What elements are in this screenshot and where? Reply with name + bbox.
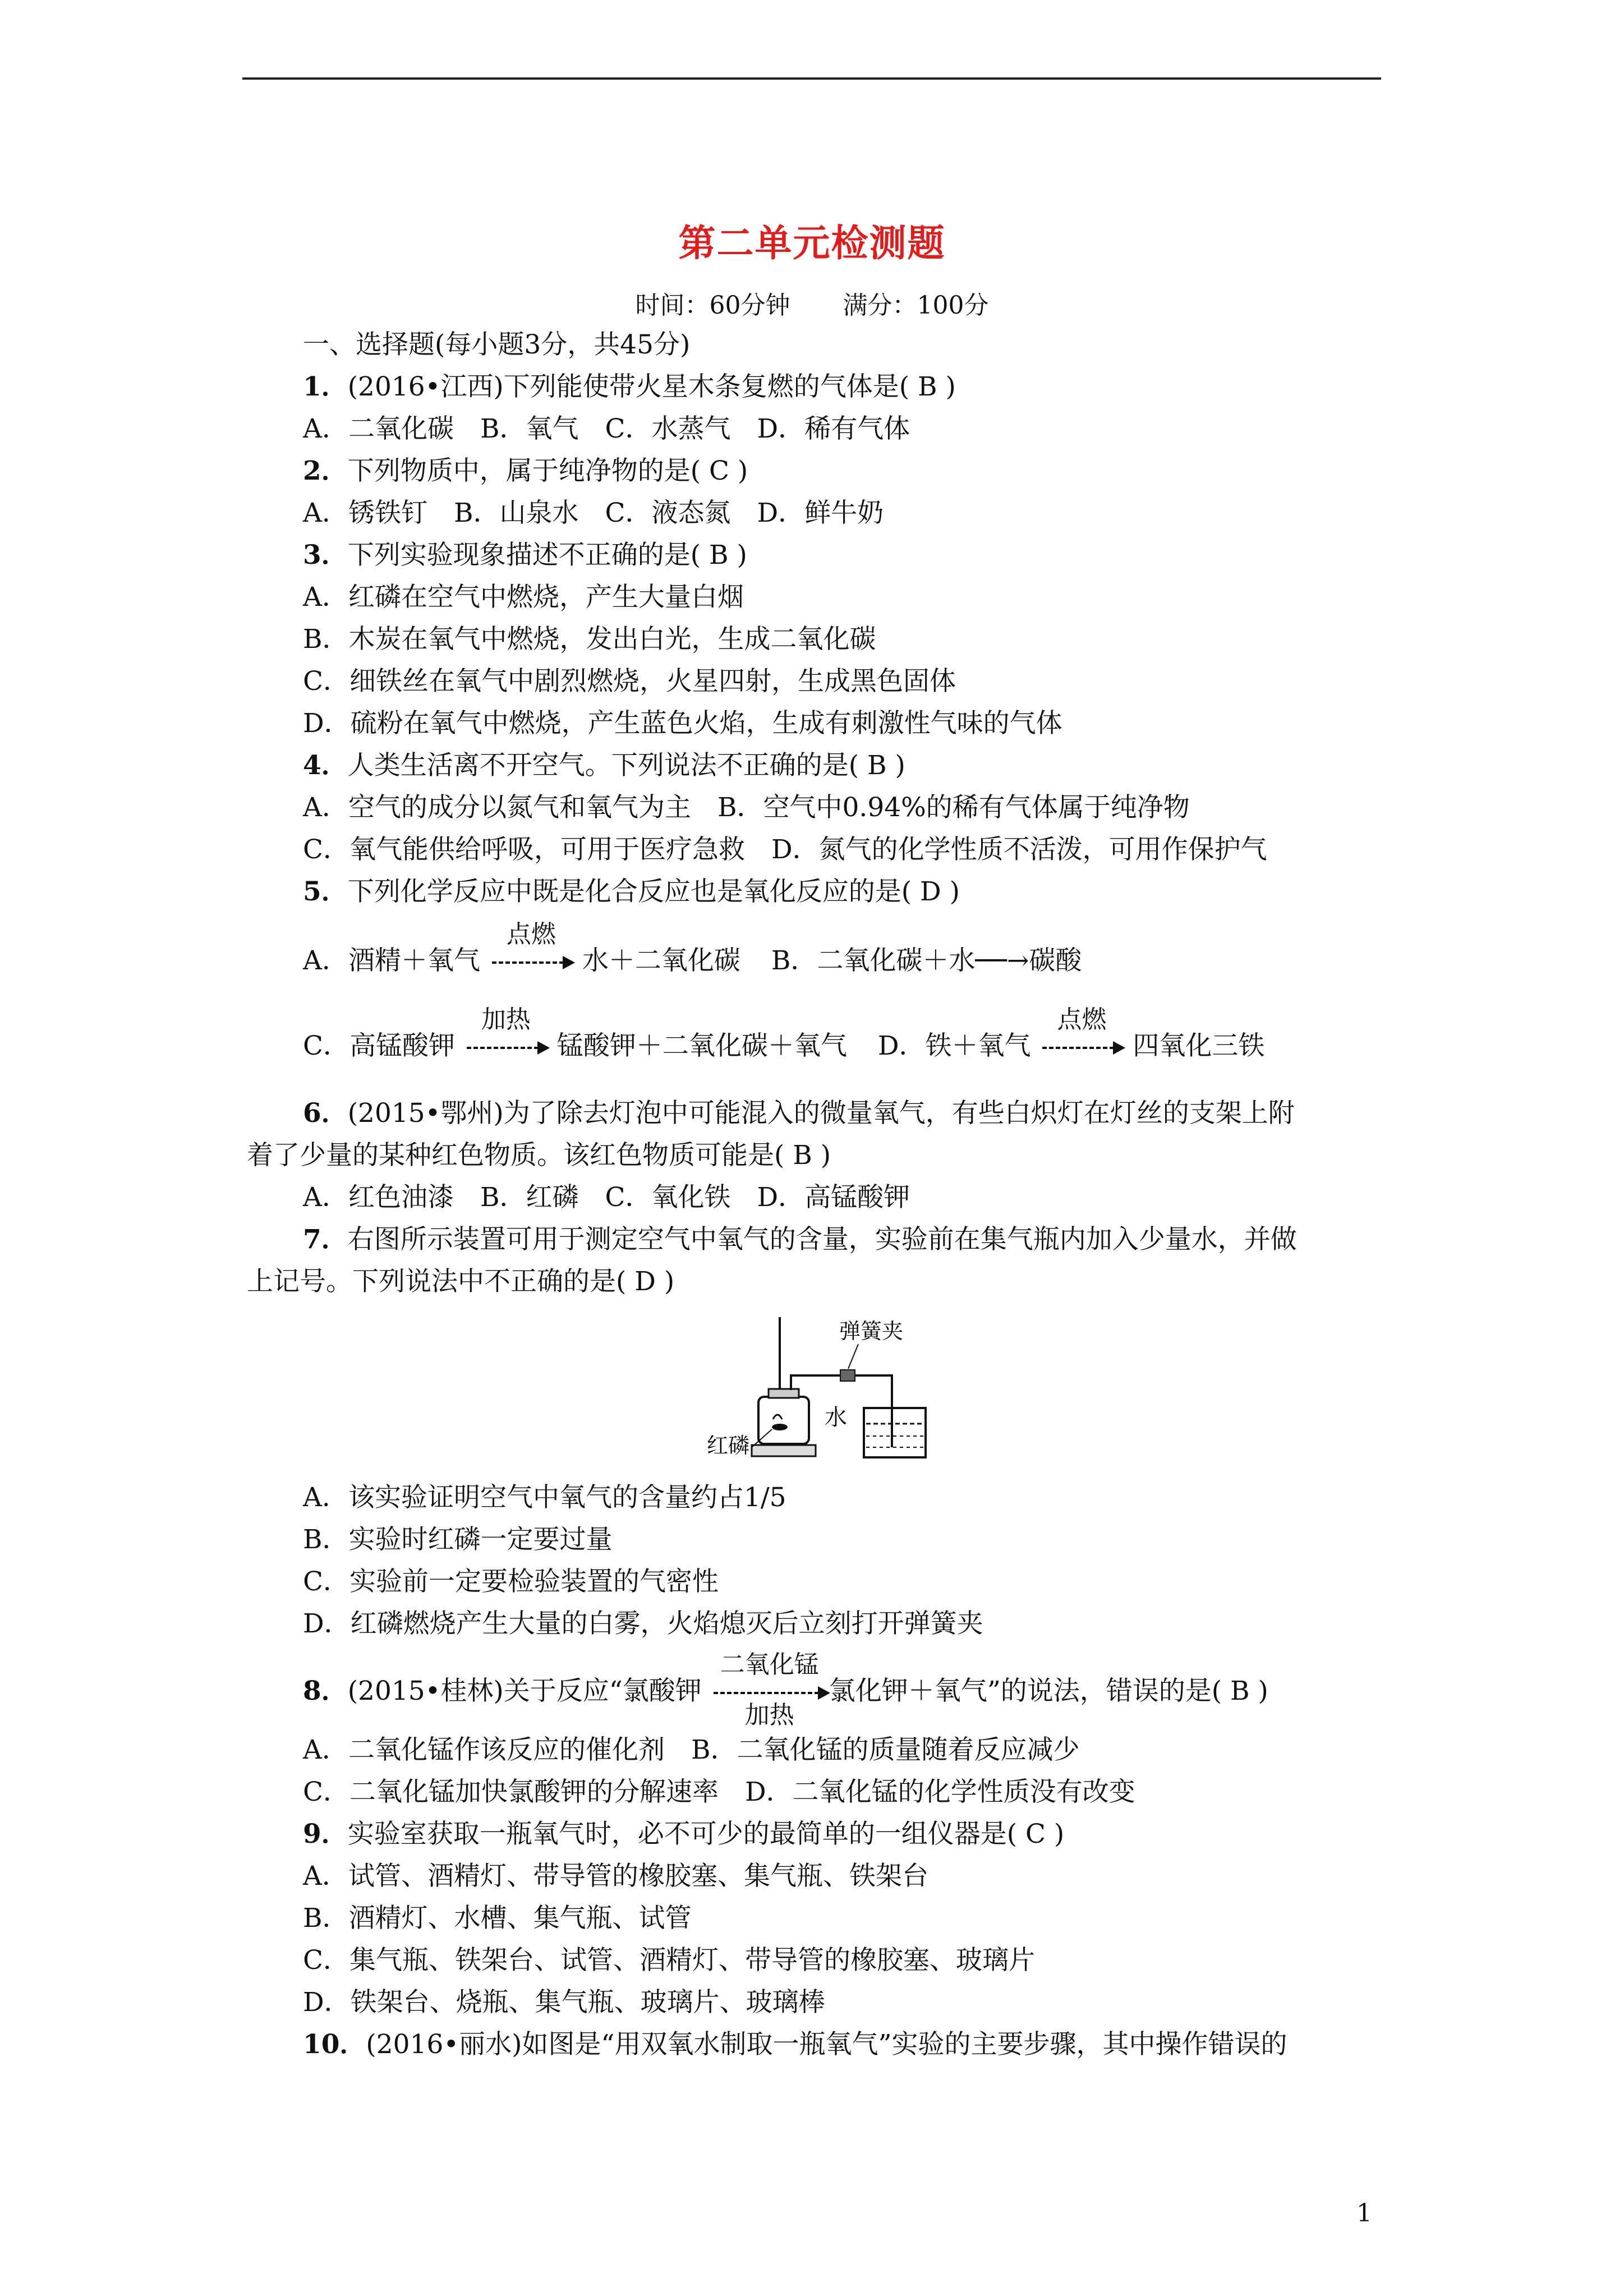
beaker xyxy=(864,1408,926,1457)
option-c-reactants: C．高锰酸钾 xyxy=(303,1030,455,1061)
option-a-reactants: A．酒精＋氧气 xyxy=(303,945,480,976)
page-number: 1 xyxy=(1356,2199,1372,2228)
base xyxy=(752,1445,816,1456)
option-d-reactants: D．铁＋氧气 xyxy=(877,1030,1031,1061)
question-number: 6． xyxy=(303,1098,348,1129)
arrow-head xyxy=(563,956,575,969)
question-text: (2015•桂林)关于反应“氯酸钾 xyxy=(347,1676,702,1706)
option-c: C．实验前一定要检验装置的气密性 xyxy=(303,1566,719,1597)
options-ab: A．二氧化锰作该反应的催化剂 B．二氧化锰的质量随着反应减少 xyxy=(303,1734,1080,1765)
option-c: C．集气瓶、铁架台、试管、酒精灯、带导管的橡胶塞、玻璃片 xyxy=(303,1945,1035,1976)
reaction-condition: 加热 xyxy=(481,1005,531,1034)
arrow-line xyxy=(492,961,571,966)
reaction-arrow xyxy=(1042,1005,1121,1065)
leader-line xyxy=(848,1344,858,1369)
option-d: D．铁架台、烧瓶、集气瓶、玻璃片、玻璃棒 xyxy=(303,1987,825,2018)
section-heading: 一、选择题(每小题3分，共45分) xyxy=(303,329,691,360)
question-6-continued: 着了少量的某种红色物质。该红色物质可能是( B ) xyxy=(247,1140,831,1171)
header-rule xyxy=(242,77,1381,80)
question-1-options: A．二氧化碳 B．氧气 C．水蒸气 D．稀有气体 xyxy=(303,413,910,444)
option-b: B．实验时红磷一定要过量 xyxy=(303,1524,613,1555)
question-text: 右图所示装置可用于测定空气中氧气的含量，实验前在集气瓶内加入少量水，并做 xyxy=(347,1224,1297,1255)
oxygen-measurement-apparatus xyxy=(707,1313,931,1481)
reaction-arrow xyxy=(467,1005,545,1065)
option-a: A．红磷在空气中燃烧，产生大量白烟 xyxy=(303,582,744,613)
question-text: 下列物质中，属于纯净物的是( C ) xyxy=(347,455,748,486)
question-text: (2015•鄂州)为了除去灯泡中可能混入的微量氧气，有些白炽灯在灯丝的支架上附 xyxy=(347,1098,1295,1129)
catalyst: 二氧化锰 xyxy=(720,1650,819,1679)
option-b: B．二氧化碳＋水──→碳酸 xyxy=(771,945,1082,976)
question-number: 9． xyxy=(303,1819,348,1849)
options-cd: C．氧气能供给呼吸，可用于医疗急救 D．氮气的化学性质不活泼，可用作保护气 xyxy=(303,834,1267,865)
question-text: 下列实验现象描述不正确的是( B ) xyxy=(347,540,747,570)
options-ab xyxy=(303,920,1082,979)
question-number: 3． xyxy=(303,540,348,570)
gas-jar xyxy=(758,1397,809,1444)
water-label: 水 xyxy=(825,1405,847,1430)
arrow-line xyxy=(714,1692,826,1696)
flame-mark xyxy=(773,1415,782,1419)
reaction-condition: 点燃 xyxy=(1057,1005,1107,1034)
question-number: 2． xyxy=(303,455,348,486)
option-b: B．木炭在氧气中燃烧，发出白光，生成二氧化碳 xyxy=(303,624,876,655)
options-ab: A．空气的成分以氮气和氧气为主 B．空气中0.94%的稀有气体属于纯净物 xyxy=(303,792,1190,823)
arrow-head xyxy=(1113,1041,1125,1055)
question-7-continued: 上记号。下列说法中不正确的是( D ) xyxy=(247,1266,675,1297)
question-1 xyxy=(303,370,956,404)
stopper xyxy=(769,1389,799,1398)
question-4 xyxy=(303,749,905,783)
question-number: 10． xyxy=(303,2029,366,2060)
question-10 xyxy=(303,2028,1287,2062)
page-title: 第二单元检测题 xyxy=(678,221,946,265)
clip-label: 弹簧夹 xyxy=(839,1319,904,1343)
question-9 xyxy=(303,1818,1064,1851)
reaction-arrow xyxy=(492,920,571,979)
option-c: C．细铁丝在氧气中剧烈燃烧，火星四射，生成黑色固体 xyxy=(303,666,956,697)
arrow-line xyxy=(1042,1047,1121,1051)
question-2 xyxy=(303,454,748,488)
options-cd: C．二氧化锰加快氯酸钾的分解速率 D．二氧化锰的化学性质没有改变 xyxy=(303,1777,1135,1807)
question-2-options: A．锈铁钉 B．山泉水 C．液态氮 D．鲜牛奶 xyxy=(303,498,884,528)
question-5 xyxy=(303,875,960,909)
option-a: A．该实验证明空气中氧气的含量约占1/5 xyxy=(303,1482,786,1513)
question-6 xyxy=(303,1097,1295,1130)
question-number: 7． xyxy=(303,1224,348,1255)
question-text-end: 氯化钾＋氧气”的说法，错误的是( B ) xyxy=(829,1676,1268,1706)
option-b: B．酒精灯、水槽、集气瓶、试管 xyxy=(303,1903,692,1934)
exam-info xyxy=(0,285,1624,321)
question-number: 4． xyxy=(303,750,348,781)
arrow-head xyxy=(537,1041,550,1055)
question-3 xyxy=(303,539,747,572)
full-score: 满分：100分 xyxy=(843,291,989,320)
question-number: 1． xyxy=(303,371,348,402)
question-7 xyxy=(303,1223,1297,1257)
option-d-products: 四氧化三铁 xyxy=(1133,1030,1265,1061)
question-text: 人类生活离不开空气。下列说法不正确的是( B ) xyxy=(347,750,905,781)
reaction-arrow xyxy=(714,1650,826,1729)
arrow-head xyxy=(818,1686,830,1700)
phosphorus-label: 红磷 xyxy=(707,1433,750,1458)
option-a-products: 水＋二氧化碳 xyxy=(582,945,740,976)
question-6-options: A．红色油漆 B．红磷 C．氧化铁 D．高锰酸钾 xyxy=(303,1182,910,1213)
time-limit: 时间：60分钟 xyxy=(635,291,790,320)
question-number: 8． xyxy=(303,1676,348,1706)
reaction-condition: 加热 xyxy=(744,1701,794,1729)
option-a: A．试管、酒精灯、带导管的橡胶塞、集气瓶、铁架台 xyxy=(303,1861,928,1892)
spring-clip xyxy=(840,1370,855,1381)
arrow-line xyxy=(467,1047,545,1051)
option-c-products: 锰酸钾＋二氧化碳＋氧气 xyxy=(556,1030,847,1061)
reaction-condition: 点燃 xyxy=(506,920,556,949)
option-d: D．硫粉在氧气中燃烧，产生蓝色火焰，生成有刺激性气味的气体 xyxy=(303,708,1062,739)
question-text: 下列化学反应中既是化合反应也是氧化反应的是( D ) xyxy=(347,876,960,907)
question-text: (2016•江西)下列能使带火星木条复燃的气体是( B ) xyxy=(347,371,956,402)
question-number: 5． xyxy=(303,876,348,907)
question-text: 实验室获取一瓶氧气时，必不可少的最简单的一组仪器是( C ) xyxy=(347,1819,1065,1849)
options-cd xyxy=(303,1005,1265,1065)
option-d: D．红磷燃烧产生大量的白雾，火焰熄灭后立刻打开弹簧夹 xyxy=(303,1608,983,1639)
combustion-spoon xyxy=(772,1424,788,1430)
question-text: (2016•丽水)如图是“用双氧水制取一瓶氧气”实验的主要步骤，其中操作错误的 xyxy=(366,2029,1287,2060)
question-8 xyxy=(303,1650,1268,1729)
